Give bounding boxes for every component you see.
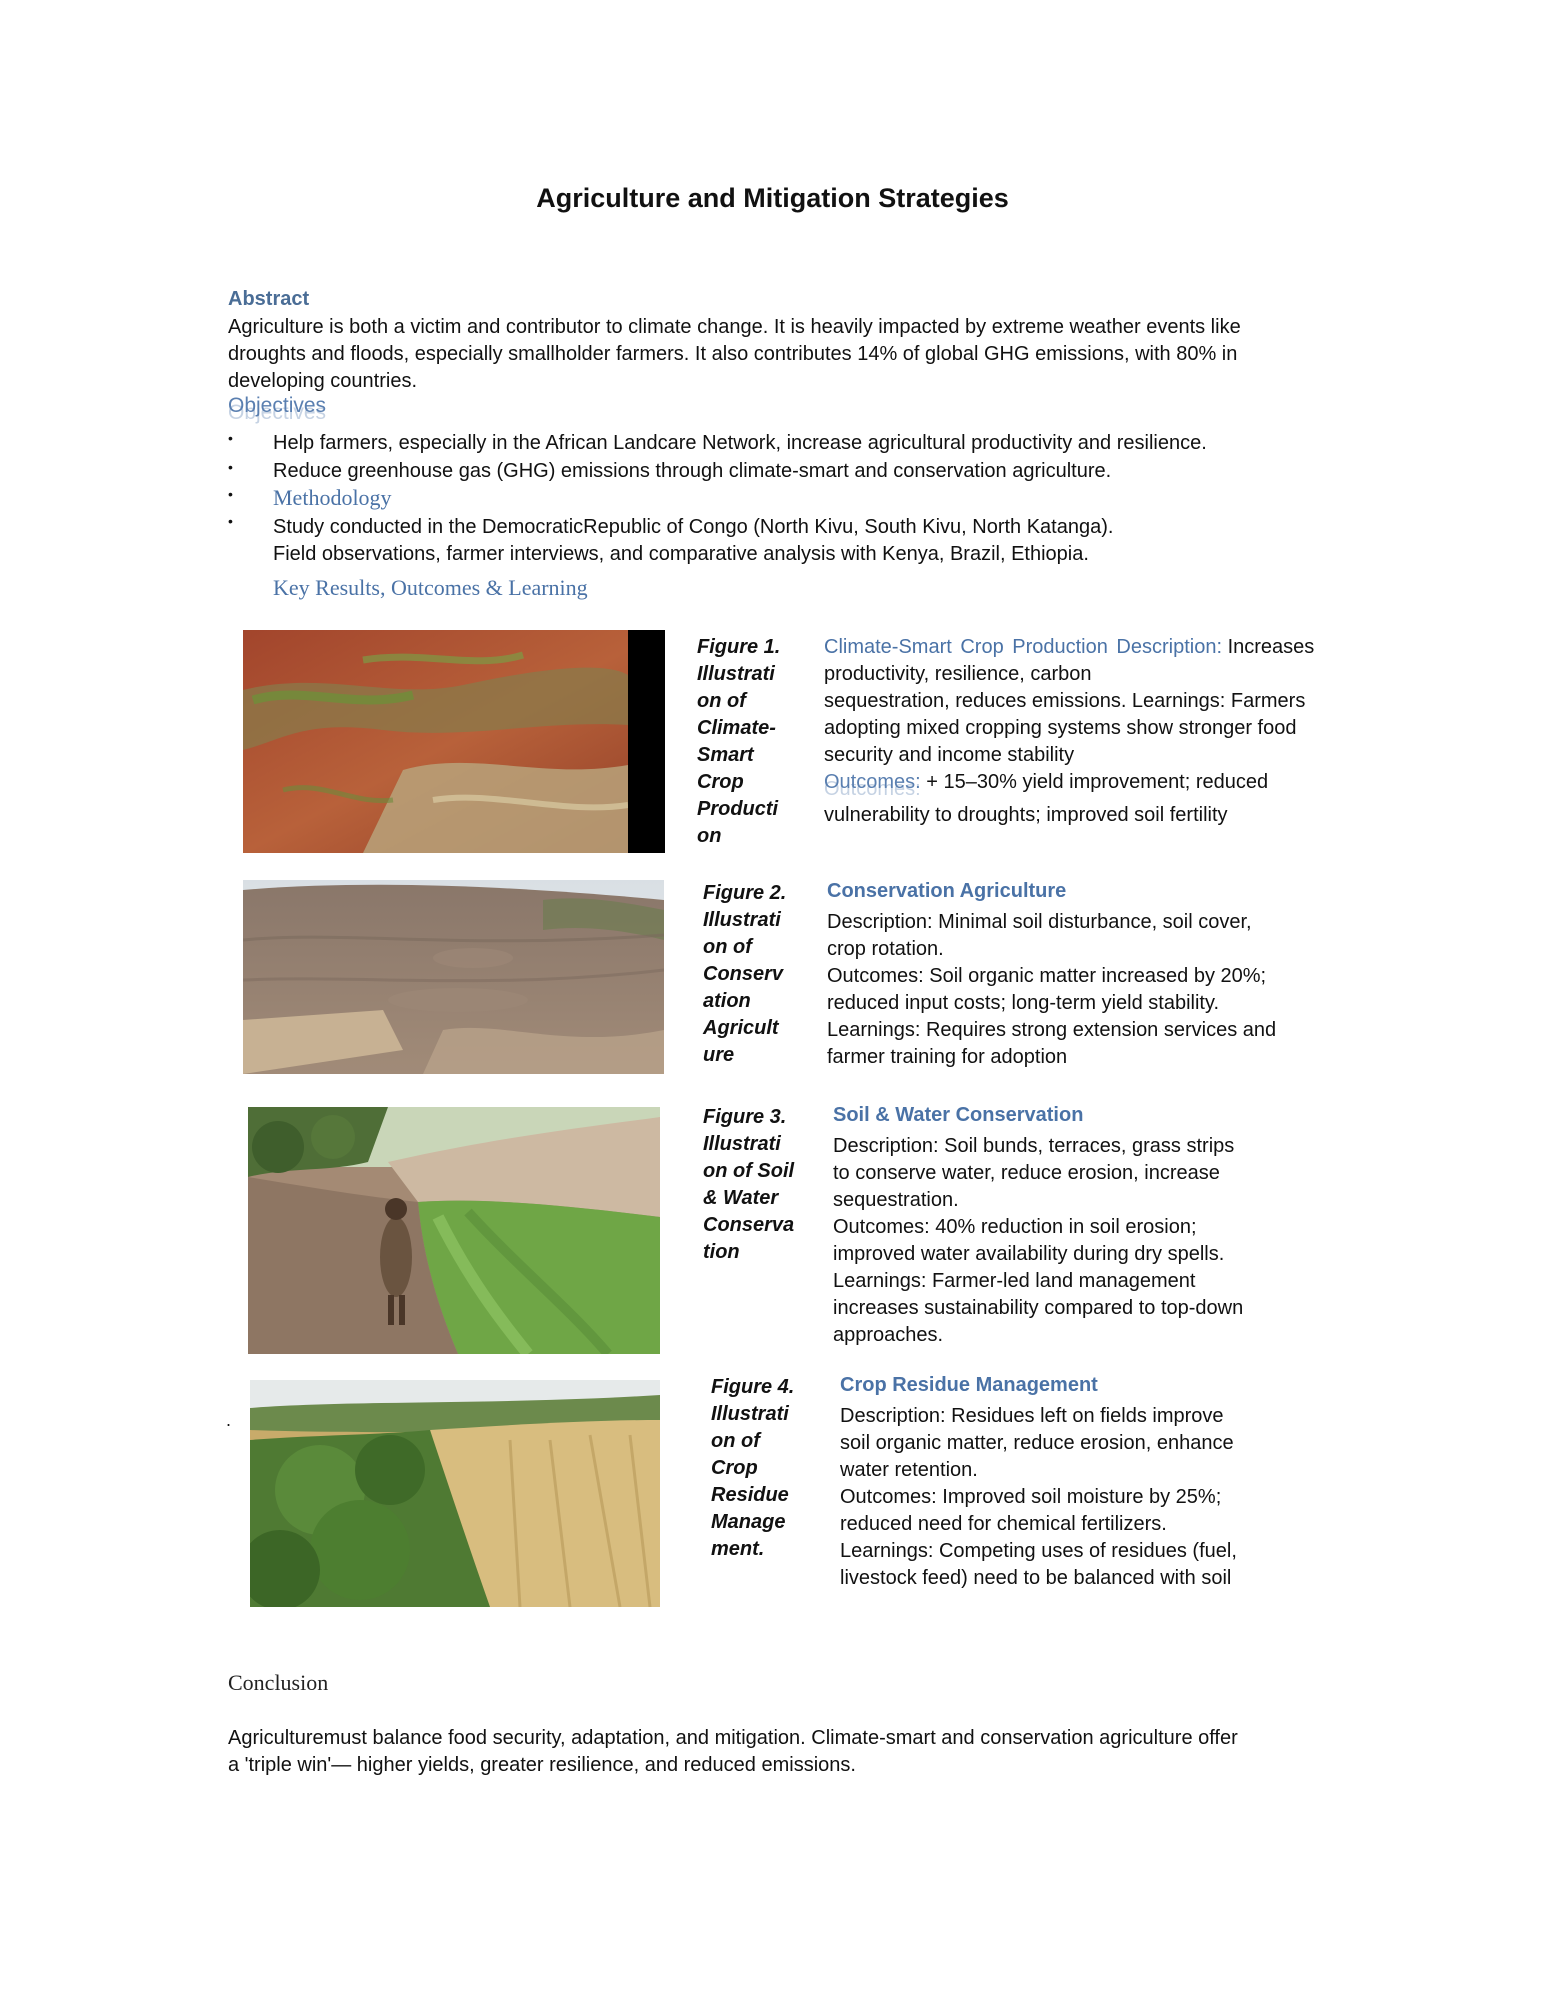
objective-item: Help farmers, especially in the African Landcare Network, increase agricultural productivity and resilience. xyxy=(273,432,1207,454)
conclusion-heading: Conclusion xyxy=(228,1670,329,1695)
bullet-icon: • xyxy=(228,430,233,446)
result-line: farmer training for adoption xyxy=(827,1046,1068,1068)
result-line: vulnerability to droughts; improved soil fertility xyxy=(824,804,1228,826)
results-heading: Key Results, Outcomes & Learning xyxy=(273,575,588,600)
caption-line: Illustrati xyxy=(703,909,781,931)
caption-line: Illustrati xyxy=(711,1403,789,1425)
result-line: Description: Minimal soil disturbance, soil cover, xyxy=(827,911,1252,933)
caption-line: ure xyxy=(703,1044,735,1066)
caption-line: on xyxy=(697,825,722,847)
figure-4-caption xyxy=(711,1374,794,1563)
caption-line: Agricult xyxy=(703,1017,779,1039)
figure-1-heading-line xyxy=(824,634,1344,661)
result-line: improved water availability during dry spells. xyxy=(833,1243,1225,1265)
caption-line: Figure 4. xyxy=(711,1376,795,1398)
objective-item: Reduce greenhouse gas (GHG) emissions through climate-smart and conservation agriculture. xyxy=(273,460,1112,482)
caption-line: Crop xyxy=(711,1457,758,1479)
objectives-heading: Objectives xyxy=(228,394,327,417)
result-line: Learnings: Competing uses of residues (fuel, xyxy=(840,1540,1237,1562)
result-line: Description: Soil bunds, terraces, grass strips xyxy=(833,1135,1235,1157)
caption-line: Illustrati xyxy=(697,663,775,685)
result-line: Learnings: Requires strong extension services and xyxy=(827,1019,1277,1041)
figure-1-heading-tail: Increases xyxy=(1227,636,1315,658)
result-line: to conserve water, reduce erosion, increase xyxy=(833,1162,1220,1184)
result-line: productivity, resilience, carbon xyxy=(824,663,1092,685)
figure-2-text xyxy=(827,880,1276,1071)
outcomes-text: + 15–30% yield improvement; reduced xyxy=(926,771,1269,793)
figure-3-heading: Soil & Water Conservation xyxy=(833,1104,1084,1126)
caption-line: tion xyxy=(703,1241,740,1263)
caption-line: Figure 3. xyxy=(703,1106,787,1128)
caption-line: Illustrati xyxy=(703,1133,781,1155)
caption-line: ment. xyxy=(711,1538,765,1560)
figure-3-text xyxy=(833,1104,1243,1349)
result-line: crop rotation. xyxy=(827,938,944,960)
caption-line: Manage xyxy=(711,1511,786,1533)
result-line: reduced need for chemical fertilizers. xyxy=(840,1513,1167,1535)
result-line: Description: Residues left on fields improve xyxy=(840,1405,1224,1427)
result-line: livestock feed) need to be balanced with soil xyxy=(840,1567,1232,1589)
abstract-line: developing countries. xyxy=(228,370,418,392)
figure-2-caption xyxy=(703,880,786,1069)
result-line: adopting mixed cropping systems show stronger food xyxy=(824,717,1297,739)
methodology-heading: Methodology xyxy=(273,485,392,510)
caption-line: ation xyxy=(703,990,751,1012)
bullet-icon: • xyxy=(228,459,233,475)
caption-line: on of xyxy=(697,690,746,712)
figure-1-text xyxy=(824,634,1344,829)
figure-2-photo xyxy=(243,880,664,1074)
abstract-line: droughts and floods, especially smallholder farmers. It also contributes 14% of global GHG emissions, with 80% in xyxy=(228,343,1238,365)
caption-line: on of xyxy=(711,1430,760,1452)
result-line: sequestration. xyxy=(833,1189,959,1211)
caption-line: on of xyxy=(703,936,752,958)
abstract-heading: Abstract xyxy=(228,288,310,310)
bullet-icon: • xyxy=(228,486,233,502)
result-line: approaches. xyxy=(833,1324,944,1346)
result-line: increases sustainability compared to top-down xyxy=(833,1297,1244,1319)
abstract-text xyxy=(228,314,1241,395)
figure-4-heading: Crop Residue Management xyxy=(840,1374,1098,1396)
figure-1-outcomes xyxy=(824,769,1344,796)
caption-line: Conserva xyxy=(703,1214,795,1236)
caption-line: on of Soil xyxy=(703,1160,795,1182)
figure-2-heading: Conservation Agriculture xyxy=(827,880,1067,902)
result-line: water retention. xyxy=(840,1459,978,1481)
page-title: Agriculture and Mitigation Strategies xyxy=(536,183,1009,213)
result-line: sequestration, reduces emissions. Learnings: Farmers xyxy=(824,690,1306,712)
outcomes-label: Outcomes: xyxy=(824,771,921,793)
bullet-icon: • xyxy=(228,513,233,529)
caption-line: Crop xyxy=(697,771,744,793)
caption-line: Climate- xyxy=(697,717,776,739)
abstract-line: Agriculture is both a victim and contributor to climate change. It is heavily impacted by extreme weather events like xyxy=(228,316,1241,338)
figure-4-photo xyxy=(250,1380,660,1607)
figure-3-photo xyxy=(248,1107,660,1354)
caption-line: Figure 1. xyxy=(697,636,781,658)
figure-1-photo xyxy=(243,630,665,853)
stray-mark: . xyxy=(226,1410,232,1430)
figure-1-heading: Climate-Smart Crop Production Description: xyxy=(824,636,1223,658)
methodology-text xyxy=(273,514,1113,568)
result-line: Outcomes: Soil organic matter increased by 20%; xyxy=(827,965,1267,987)
caption-line: Smart xyxy=(697,744,754,766)
methodology-line: Field observations, farmer interviews, and comparative analysis with Kenya, Brazil, Ethiopia. xyxy=(273,543,1089,565)
caption-line: Conserv xyxy=(703,963,784,985)
result-line: security and income stability xyxy=(824,744,1075,766)
result-line: Outcomes: 40% reduction in soil erosion; xyxy=(833,1216,1197,1238)
caption-line: Residue xyxy=(711,1484,789,1506)
caption-line: Producti xyxy=(697,798,779,820)
result-line: soil organic matter, reduce erosion, enhance xyxy=(840,1432,1234,1454)
figure-3-caption xyxy=(703,1104,794,1266)
conclusion-text xyxy=(228,1725,1238,1779)
caption-line: & Water xyxy=(703,1187,779,1209)
conclusion-line: a 'triple win'— higher yields, greater resilience, and reduced emissions. xyxy=(228,1754,856,1776)
result-line: reduced input costs; long-term yield stability. xyxy=(827,992,1220,1014)
figure-4-text xyxy=(840,1374,1237,1592)
caption-line: Figure 2. xyxy=(703,882,787,904)
result-line: Outcomes: Improved soil moisture by 25%; xyxy=(840,1486,1222,1508)
methodology-line: Study conducted in the DemocraticRepublic of Congo (North Kivu, South Kivu, North Katanga). xyxy=(273,516,1114,538)
result-line: Learnings: Farmer-led land management xyxy=(833,1270,1196,1292)
conclusion-line: Agriculturemust balance food security, adaptation, and mitigation. Climate-smart and conservation agriculture offer xyxy=(228,1727,1238,1749)
figure-1-caption xyxy=(697,634,780,850)
